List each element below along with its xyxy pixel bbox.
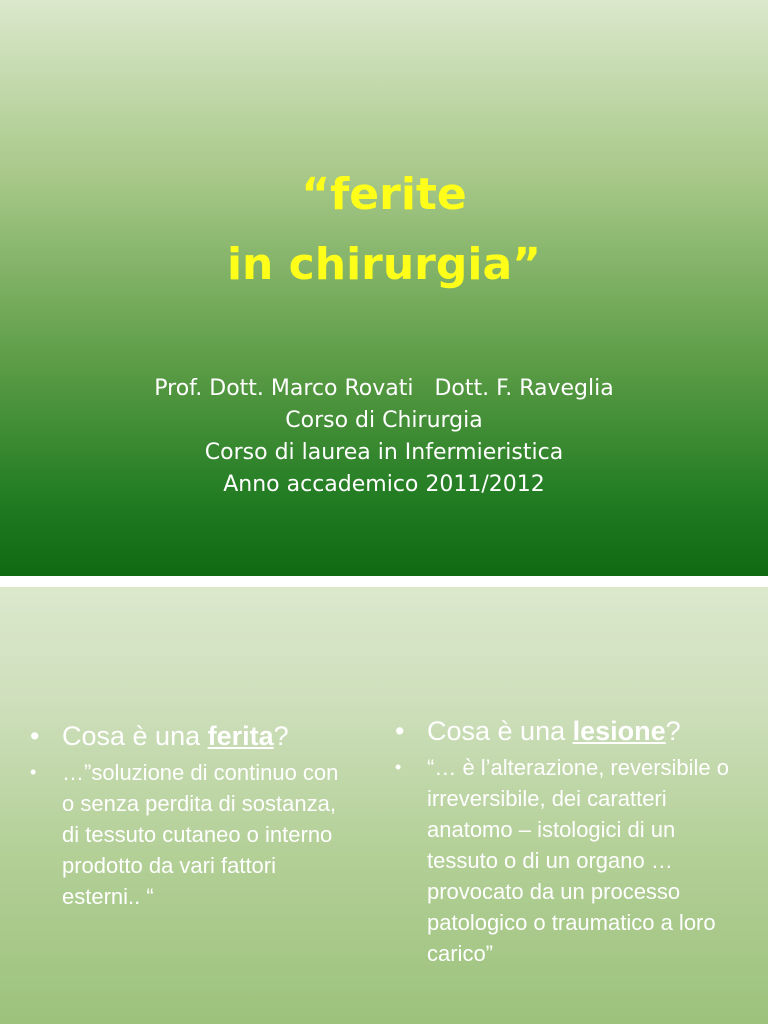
question-lesione bbox=[395, 712, 735, 750]
subtitle-line-degree: Corso di laurea in Infermieristica bbox=[204, 440, 564, 465]
definition-text: …”soluzione di continuo con o senza perdita di sostanza, di tessuto cutaneo o interno prodotto da vari fattori esterni.. “ bbox=[62, 760, 339, 909]
content-slide bbox=[0, 587, 768, 1024]
title-line-1: “ferite bbox=[301, 169, 467, 220]
definition-ferita bbox=[30, 757, 350, 912]
left-column bbox=[30, 717, 350, 912]
bullet-icon: • bbox=[30, 721, 40, 751]
definition-lesione bbox=[395, 752, 735, 969]
slide-title bbox=[0, 160, 768, 300]
bullet-icon: • bbox=[395, 757, 402, 777]
bullet-icon: • bbox=[30, 762, 37, 782]
question-keyword: ferita bbox=[207, 721, 274, 751]
slide-subtitle bbox=[0, 373, 768, 501]
right-column bbox=[395, 712, 735, 969]
title-line-2: in chirurgia” bbox=[226, 239, 542, 290]
subtitle-line-course: Corso di Chirurgia bbox=[285, 408, 483, 433]
question-ferita bbox=[30, 717, 350, 755]
question-suffix: ? bbox=[273, 721, 289, 751]
definition-text: “… è l’alterazione, reversibile o irreversibile, dei caratteri anatomo – istologici di un tessuto o di un organo … provocato da un processo patologico o traumatico a loro carico” bbox=[427, 755, 730, 966]
question-suffix: ? bbox=[665, 716, 681, 746]
question-prefix: Cosa è una bbox=[427, 716, 573, 746]
subtitle-line-year: Anno accademico 2011/2012 bbox=[223, 472, 545, 497]
question-keyword: lesione bbox=[572, 716, 666, 746]
question-prefix: Cosa è una bbox=[62, 721, 208, 751]
subtitle-line-authors: Prof. Dott. Marco Rovati Dott. F. Raveglia bbox=[154, 376, 614, 401]
bullet-icon: • bbox=[395, 716, 405, 746]
